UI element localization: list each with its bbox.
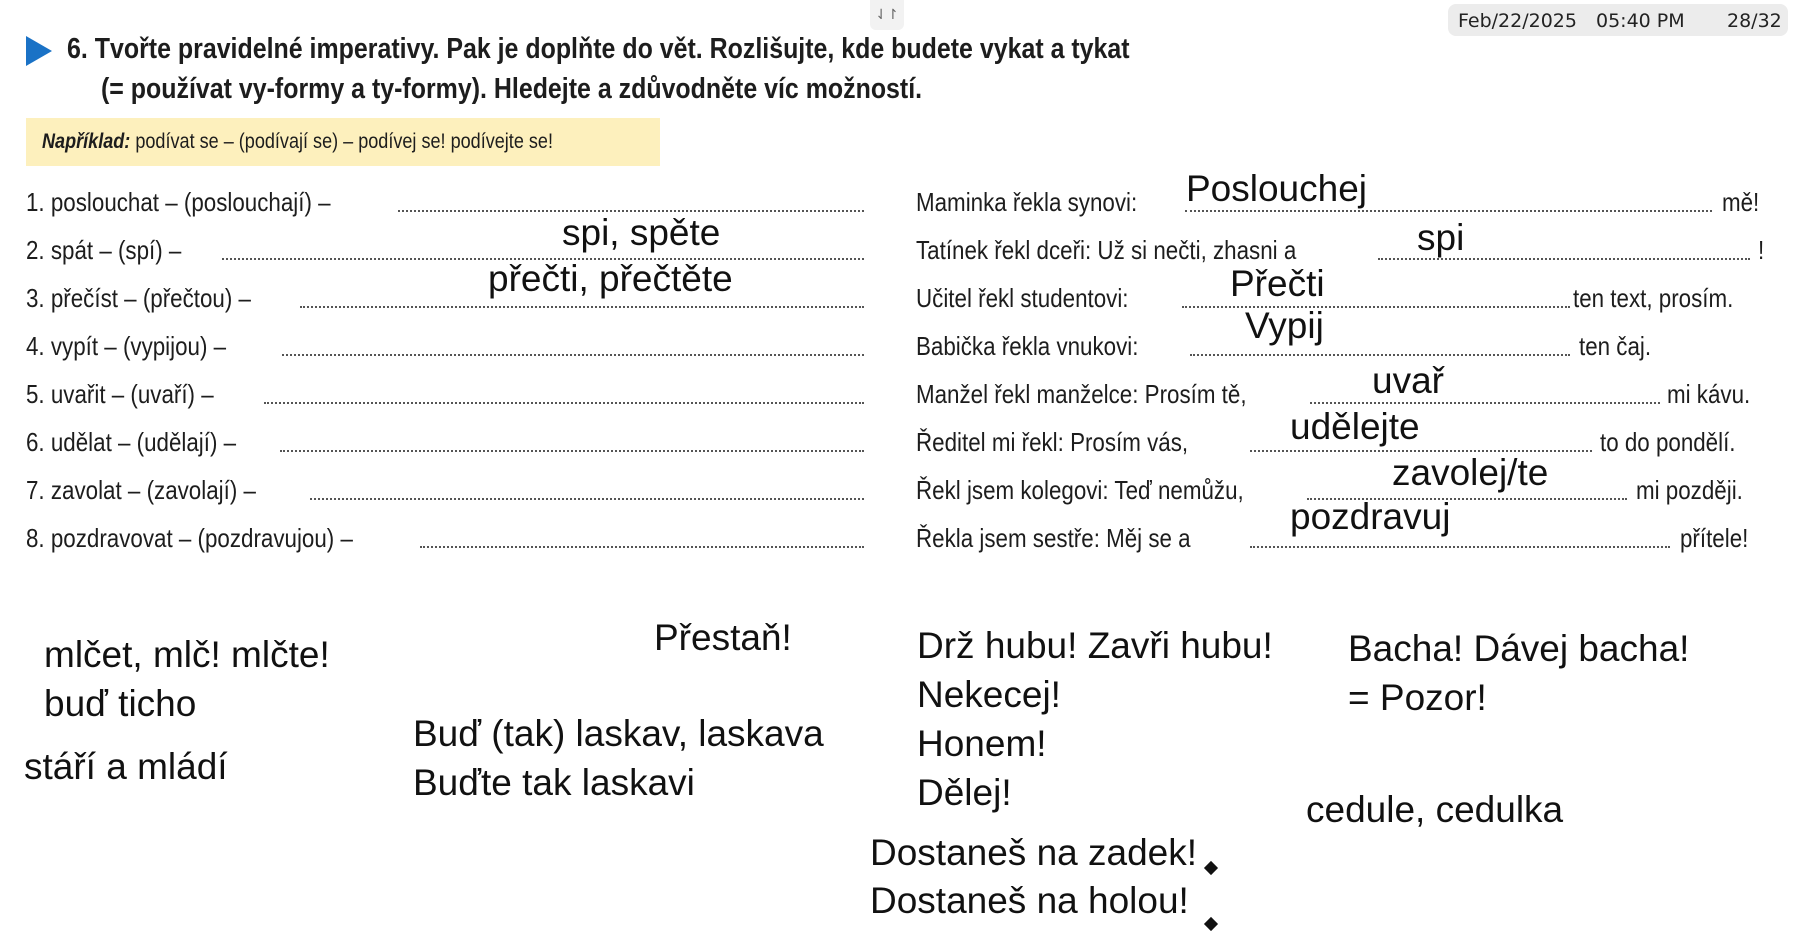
answer-right-4: Vypij bbox=[1245, 305, 1324, 346]
right-item-4-suffix: ten čaj. bbox=[1579, 331, 1652, 361]
right-item-5-prefix: Manžel řekl manželce: Prosím tě, bbox=[916, 379, 1247, 409]
note-stari: stáří a mládí bbox=[24, 746, 228, 787]
right-item-1-prefix: Maminka řekla synovi: bbox=[916, 187, 1138, 217]
right-item-7-suffix: mi později. bbox=[1636, 475, 1743, 505]
answer-right-6: udělejte bbox=[1290, 406, 1420, 447]
right-item-1-suffix: mě! bbox=[1722, 187, 1760, 217]
note-drz-3: Honem! bbox=[917, 723, 1047, 764]
right-blank-3[interactable] bbox=[1182, 306, 1570, 308]
toolbar-handle[interactable]: ⇃↾ bbox=[870, 0, 904, 30]
example-text: podívat se – (podívají se) – podívej se! podívejte se! bbox=[130, 130, 553, 153]
note-bacha-2: = Pozor! bbox=[1348, 677, 1487, 718]
right-item-3-prefix: Učitel řekl studentovi: bbox=[916, 283, 1129, 313]
answer-right-1: Poslouchej bbox=[1186, 168, 1368, 209]
status-date: Feb/22/2025 bbox=[1458, 10, 1577, 32]
right-blank-4[interactable] bbox=[1190, 354, 1570, 356]
note-dostanes-1: Dostaneš na zadek! bbox=[870, 832, 1198, 873]
note-bacha-1: Bacha! Dávej bacha! bbox=[1348, 628, 1690, 669]
right-item-6-prefix: Ředitel mi řekl: Prosím vás, bbox=[916, 427, 1189, 457]
left-blank-4[interactable] bbox=[282, 354, 864, 356]
status-time: 05:40 PM bbox=[1596, 10, 1685, 32]
answer-right-2: spi bbox=[1417, 217, 1465, 258]
right-item-2-suffix: ! bbox=[1758, 235, 1765, 265]
ink-dot-1 bbox=[1204, 861, 1218, 875]
right-item-5-suffix: mi kávu. bbox=[1667, 379, 1751, 409]
left-item-5: 5. uvařit – (uvaří) – bbox=[26, 379, 214, 409]
right-item-4-prefix: Babička řekla vnukovi: bbox=[916, 331, 1139, 361]
left-item-6: 6. udělat – (udělají) – bbox=[26, 427, 237, 457]
example-line bbox=[42, 130, 553, 154]
note-cedule: cedule, cedulka bbox=[1306, 789, 1564, 830]
left-blank-5[interactable] bbox=[264, 402, 864, 404]
answer-right-8: pozdravuj bbox=[1290, 496, 1451, 537]
left-item-2: 2. spát – (spí) – bbox=[26, 235, 182, 265]
left-item-4: 4. vypít – (vypijou) – bbox=[26, 331, 227, 361]
right-blank-1[interactable] bbox=[1185, 210, 1712, 212]
answer-right-3: Přečti bbox=[1230, 263, 1325, 304]
right-item-2-prefix: Tatínek řekl dceři: Už si nečti, zhasni a bbox=[916, 235, 1297, 265]
right-blank-8[interactable] bbox=[1250, 546, 1670, 548]
exercise-title-line2: (= používat vy-formy a ty-formy). Hledejte a zdůvodněte víc možností. bbox=[101, 73, 923, 105]
right-item-8-suffix: přítele! bbox=[1680, 523, 1749, 553]
answer-left-2: spi, spěte bbox=[562, 212, 721, 253]
answer-right-5: uvař bbox=[1372, 360, 1444, 401]
right-item-8-prefix: Řekla jsem sestře: Měj se a bbox=[916, 523, 1191, 553]
right-item-6-suffix: to do pondělí. bbox=[1600, 427, 1736, 457]
note-drz-2: Nekecej! bbox=[917, 674, 1061, 715]
left-item-8: 8. pozdravovat – (pozdravujou) – bbox=[26, 523, 353, 553]
left-blank-3[interactable] bbox=[300, 306, 864, 308]
right-item-7-prefix: Řekl jsem kolegovi: Teď nemůžu, bbox=[916, 475, 1244, 505]
note-mlcet-2: buď ticho bbox=[44, 683, 197, 724]
left-blank-7[interactable] bbox=[310, 498, 864, 500]
exercise-title-line1: 6. Tvořte pravidelné imperativy. Pak je doplňte do vět. Rozlišujte, kde budete vykat a tykat bbox=[67, 33, 1130, 65]
left-item-3: 3. přečíst – (přečtou) – bbox=[26, 283, 251, 313]
answer-left-3: přečti, přečtěte bbox=[488, 258, 733, 299]
answer-right-7: zavolej/te bbox=[1392, 452, 1549, 493]
left-item-7: 7. zavolat – (zavolají) – bbox=[26, 475, 256, 505]
note-dostanes-2: Dostaneš na holou! bbox=[870, 880, 1189, 921]
left-blank-6[interactable] bbox=[280, 450, 864, 452]
left-item-1: 1. poslouchat – (poslouchají) – bbox=[26, 187, 331, 217]
left-blank-8[interactable] bbox=[420, 546, 864, 548]
note-bud-2: Buďte tak laskavi bbox=[413, 762, 695, 803]
status-bar bbox=[1448, 4, 1788, 36]
exercise-arrow-icon bbox=[26, 36, 52, 66]
ink-dot-2 bbox=[1204, 917, 1218, 931]
note-bud-1: Buď (tak) laskav, laskava bbox=[413, 713, 824, 754]
note-prestan: Přestaň! bbox=[654, 617, 792, 658]
note-drz-4: Dělej! bbox=[917, 772, 1012, 813]
right-item-3-suffix: ten text, prosím. bbox=[1573, 283, 1734, 313]
right-blank-5[interactable] bbox=[1310, 402, 1660, 404]
note-mlcet-1: mlčet, mlč! mlčte! bbox=[44, 634, 330, 675]
note-drz-1: Drž hubu! Zavři hubu! bbox=[917, 625, 1273, 666]
example-label: Například: bbox=[42, 130, 131, 153]
page-counter: 28/32 bbox=[1727, 10, 1782, 32]
